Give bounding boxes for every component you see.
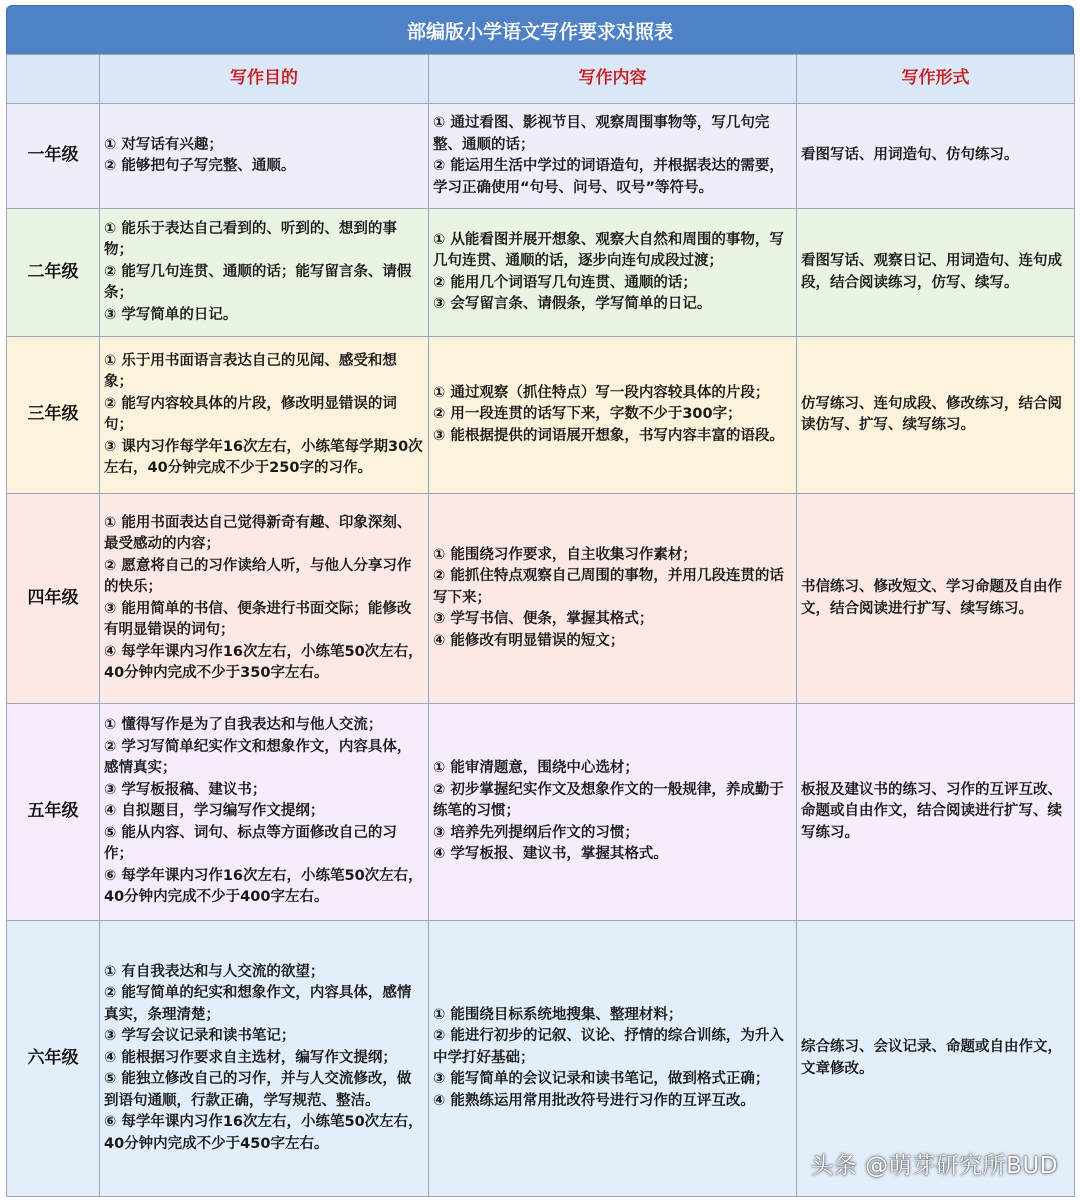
content-item: ③ 能根据提供的词语展开想象，书写内容丰富的语段。	[433, 427, 784, 444]
purpose-item: ③ 学写板报稿、建议书；	[104, 781, 267, 798]
purpose-item: ② 能写简单的纪实和想象作文，内容具体，感情真实，条理清楚；	[104, 985, 412, 1023]
form-item: 综合练习、会议记录、命题或自由作文，文章修改。	[801, 1039, 1062, 1077]
content-item: ④ 学写板报、建议书，掌握其格式。	[433, 846, 668, 863]
purpose-cell	[100, 494, 429, 704]
form-cell	[797, 337, 1075, 494]
purpose-item: ④ 自拟题目，学习编写作文提纲；	[104, 803, 325, 820]
purpose-item: ⑤ 能从内容、词句、标点等方面修改自己的习作；	[104, 824, 397, 863]
purpose-item: ④ 每学年课内习作16次左右，小练笔50次左右，40分钟内完成不少于350字左右。	[104, 643, 423, 681]
content-item: ① 能围绕习作要求，自主收集习作素材；	[433, 546, 697, 563]
purpose-item: ① 乐于用书面语言表达自己的见闻、感受和想象；	[104, 352, 397, 390]
content-item: ③ 能写简单的会议记录和读书笔记，做到格式正确；	[433, 1071, 770, 1088]
purpose-item: ③ 学写会议记录和读书笔记；	[104, 1028, 296, 1045]
source-watermark: 头条 @萌芽研究所BUD	[810, 1153, 1058, 1179]
grade-label: 六年级	[7, 921, 100, 1197]
purpose-item: ② 能写几句连贯、通顺的话；能写留言条、请假条；	[104, 263, 412, 302]
purpose-item: ① 能用书面表达自己觉得新奇有趣、印象深刻、最受感动的内容；	[104, 514, 412, 552]
content-cell	[429, 921, 797, 1197]
header-corner	[7, 55, 100, 104]
purpose-item: ③ 学写简单的日记。	[104, 306, 238, 323]
form-cell	[797, 104, 1075, 209]
grade-row-2	[7, 209, 1075, 337]
content-item: ① 通过看图、影视节目、观察周围事物等，写几句完整、通顺的话；	[433, 115, 770, 153]
content-item: ④ 能修改有明显错误的短文；	[433, 632, 625, 649]
content-item: ② 能运用生活中学过的词语造句，并根据表达的需要，学习正确使用“句号、问号、叹号”等符号。	[433, 158, 784, 196]
grade-label: 二年级	[7, 209, 100, 337]
content-item: ① 通过观察（抓住特点）写一段内容较具体的片段；	[433, 384, 770, 401]
grade-row-5	[7, 704, 1075, 921]
content-cell	[429, 337, 797, 494]
content-item: ① 能审清题意，围绕中心选材；	[433, 760, 639, 777]
content-item: ② 能进行初步的记叙、议论、抒情的综合训练，为升入中学打好基础；	[433, 1028, 784, 1066]
content-item: ① 能围绕目标系统地搜集、整理材料；	[433, 1006, 683, 1023]
grade-row-4	[7, 494, 1075, 704]
comparison-sheet	[6, 5, 1074, 1197]
content-item: ② 初步掌握纪实作文及想象作文的一般规律，养成勤于练笔的习惯；	[433, 781, 784, 820]
purpose-cell	[100, 704, 429, 921]
grade-row-1	[7, 104, 1075, 209]
header-purpose: 写作目的	[100, 55, 429, 104]
header-row	[7, 55, 1075, 104]
purpose-item: ① 对写话有兴趣；	[104, 136, 223, 153]
table-title: 部编版小学语文写作要求对照表	[6, 5, 1074, 54]
form-item: 看图写话、用词造句、仿句练习。	[801, 147, 1019, 164]
content-item: ① 从能看图并展开想象、观察大自然和周围的事物，写几句连贯、通顺的话，逐步向连句成段过渡；	[433, 231, 784, 269]
content-item: ③ 会写留言条、请假条，学写简单的日记。	[433, 296, 712, 312]
content-item: ③ 学写书信、便条，掌握其格式；	[433, 611, 654, 628]
grade-label: 五年级	[7, 704, 100, 921]
grade-row-3	[7, 337, 1075, 494]
purpose-item: ③ 课内习作每学年16次左右，小练笔每学期30次左右，40分钟完成不少于250字的习作。	[104, 438, 423, 476]
form-cell	[797, 494, 1075, 704]
content-item: ② 能抓住特点观察自己周围的事物，并用几段连贯的话写下来；	[433, 568, 784, 606]
header-content: 写作内容	[429, 55, 797, 104]
form-item: 仿写练习、连句成段、修改练习，结合阅读仿写、扩写、续写练习。	[801, 395, 1062, 433]
content-item: ③ 培养先列提纲后作文的习惯；	[433, 824, 639, 841]
purpose-item: ① 懂得写作是为了自我表达和与他人交流；	[104, 717, 383, 734]
grade-label: 三年级	[7, 337, 100, 494]
purpose-cell	[100, 209, 429, 337]
header-form: 写作形式	[797, 55, 1075, 104]
purpose-item: ① 能乐于表达自己看到的、听到的、想到的事物；	[104, 220, 397, 259]
purpose-cell	[100, 921, 429, 1197]
form-cell	[797, 209, 1075, 337]
purpose-cell	[100, 104, 429, 209]
form-item: 书信练习、修改短文、学习命题及自由作文，结合阅读进行扩写、续写练习。	[801, 579, 1062, 617]
content-cell	[429, 104, 797, 209]
requirements-table	[6, 54, 1075, 1197]
purpose-item: ② 愿意将自己的习作读给人听，与他人分享习作的快乐；	[104, 557, 412, 595]
grade-label: 四年级	[7, 494, 100, 704]
form-item: 板报及建议书的练习、习作的互评互改、命题或自由作文，结合阅读进行扩写、续写练习。	[801, 781, 1062, 841]
form-cell	[797, 704, 1075, 921]
content-cell	[429, 209, 797, 337]
content-item: ② 用一段连贯的话写下来，字数不少于300字；	[433, 406, 742, 423]
content-cell	[429, 704, 797, 921]
purpose-cell	[100, 337, 429, 494]
purpose-item: ⑥ 每学年课内习作16次左右，小练笔50次左右，40分钟内完成不少于450字左右。	[104, 1114, 423, 1152]
purpose-item: ② 能够把句子写完整、通顺。	[104, 158, 296, 174]
purpose-item: ① 有自我表达和与人交流的欲望；	[104, 963, 325, 980]
form-item: 看图写话、观察日记、用词造句、连句成段，结合阅读练习，仿写、续写。	[801, 253, 1062, 291]
purpose-item: ⑤ 能独立修改自己的习作，并与人交流修改，做到语句通顺，行款正确，学写规范、整洁。	[104, 1071, 412, 1109]
content-item: ② 能用几个词语写几句连贯、通顺的话；	[433, 274, 697, 291]
grade-label: 一年级	[7, 104, 100, 209]
purpose-item: ⑥ 每学年课内习作16次左右，小练笔50次左右，40分钟内完成不少于400字左右。	[104, 867, 423, 906]
purpose-item: ③ 能用简单的书信、便条进行书面交际；能修改有明显错误的词句；	[104, 600, 412, 638]
content-item: ④ 能熟练运用常用批改符号进行习作的互评互改。	[433, 1092, 755, 1109]
purpose-item: ② 学习写简单纪实作文和想象作文，内容具体，感情真实；	[104, 738, 412, 777]
purpose-item: ② 能写内容较具体的片段，修改明显错误的词句；	[104, 395, 397, 433]
content-cell	[429, 494, 797, 704]
purpose-item: ④ 能根据习作要求自主选材，编写作文提纲；	[104, 1049, 397, 1066]
